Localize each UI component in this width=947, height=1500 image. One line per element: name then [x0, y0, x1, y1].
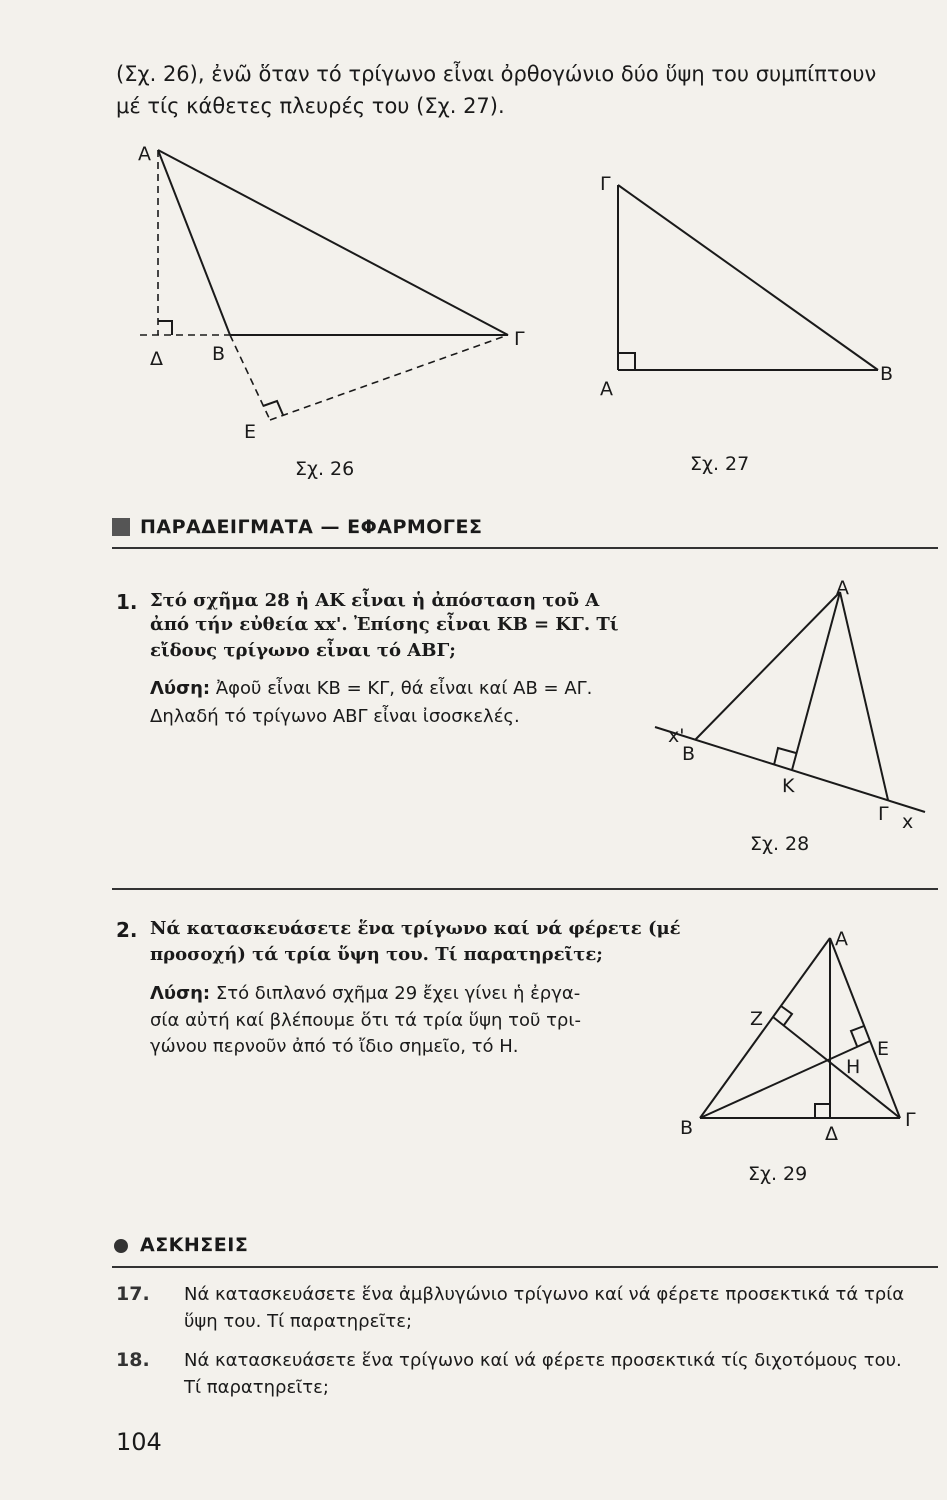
label-a: Α: [836, 577, 849, 599]
side-gb: [618, 185, 878, 370]
altitude-be: [700, 1041, 870, 1118]
label-z: Ζ: [750, 1008, 764, 1030]
label-k: Κ: [782, 775, 795, 797]
example-2-question-line: προσοχή) τά τρία ὕψη του. Τί παρατηρεῖτε;: [150, 944, 603, 965]
example-2-question-line: Νά κατασκευάσετε ἕνα τρίγωνο καί νά φέρετε (μέ: [150, 918, 681, 939]
label-g: Γ: [905, 1109, 916, 1131]
exercise-17-line: ὕψη του. Τί παρατηρεῖτε;: [184, 1311, 413, 1332]
solution-label: Λύση:: [150, 983, 211, 1004]
label-e: Ε: [877, 1038, 890, 1060]
label-a: Α: [600, 378, 613, 400]
figure-28: [640, 572, 940, 862]
examples-section-title: ΠΑΡΑΔΕΙΓΜΑΤΑ — ΕΦΑΡΜΟΓΕΣ: [140, 516, 483, 538]
label-d: Δ: [825, 1123, 838, 1145]
right-angle-e: [851, 1026, 864, 1046]
example-2-number: 2.: [116, 918, 138, 942]
right-angle-d: [158, 321, 172, 335]
exercise-17-number: 17.: [116, 1283, 150, 1305]
label-b: Β: [212, 343, 226, 365]
example-1-question-line: εἴδους τρίγωνο εἶναι τό ΑΒΓ;: [150, 640, 456, 661]
segment-ak: [792, 592, 840, 770]
label-d: Δ: [150, 348, 163, 370]
side-ab: [695, 592, 840, 740]
figure-29-caption: Σχ. 29: [748, 1163, 808, 1185]
label-e: Ε: [244, 421, 257, 443]
solution-label: Λύση:: [150, 678, 211, 699]
example-1-number: 1.: [116, 590, 138, 614]
figure-28-caption: Σχ. 28: [750, 833, 810, 855]
side-ab: [700, 938, 830, 1118]
example-1-solution-line: [150, 678, 592, 699]
solution-text: Στό διπλανό σχῆμα 29 ἔχει γίνει ἡ ἐργα-: [215, 983, 581, 1004]
exercise-18-line: Τί παρατηρεῖτε;: [184, 1377, 329, 1398]
example-1-question-line: Στό σχῆμα 28 ἡ ΑΚ εἶναι ἡ ἀπόσταση τοῦ Α: [150, 590, 600, 611]
label-a: Α: [138, 143, 151, 165]
right-angle-a: [618, 353, 635, 370]
label-x: x: [902, 811, 914, 833]
exercise-18-number: 18.: [116, 1349, 150, 1371]
example-1-question-line: ἀπό τήν εὐθεία xx'. Ἐπίσης εἶναι ΚΒ = ΚΓ. Τί: [150, 614, 619, 635]
right-angle-d: [815, 1104, 830, 1118]
example-1-solution-line: Δηλαδή τό τρίγωνο ΑΒΓ εἶναι ἰσοσκελές.: [150, 706, 520, 727]
figure-29: [670, 920, 940, 1195]
label-a: Α: [835, 928, 848, 950]
section-bullet-dot: [114, 1239, 128, 1253]
section-bullet-square: [112, 518, 130, 536]
page-number: 104: [116, 1428, 162, 1456]
figure-26: [100, 130, 560, 490]
altitude-ge-ext: [230, 335, 270, 420]
exercise-17-line: Νά κατασκευάσετε ἕνα ἀμβλυγώνιο τρίγωνο καί νά φέρετε προσεκτικά τά τρία: [184, 1284, 905, 1305]
label-b: Β: [682, 743, 696, 765]
exercises-section-title: ΑΣΚΗΣΕΙΣ: [140, 1234, 249, 1256]
label-h: Η: [846, 1056, 861, 1078]
right-angle-z: [781, 1006, 792, 1025]
label-b: Β: [880, 363, 894, 385]
example-2-solution-line: γώνου περνοῦν ἀπό τό ἴδιο σημεῖο, τό Η.: [150, 1036, 519, 1057]
figure-26-caption: Σχ. 26: [295, 458, 355, 480]
section-rule: [112, 547, 938, 549]
solution-text: Ἀφοῦ εἶναι ΚΒ = ΚΓ, θά εἶναι καί ΑΒ = ΑΓ.: [215, 678, 593, 699]
altitude-ge: [270, 335, 508, 420]
side-ab: [158, 150, 230, 335]
example-2-solution-line: σία αὐτή καί βλέπουμε ὅτι τά τρία ὕψη τοῦ τρι-: [150, 1010, 581, 1031]
example-divider: [112, 888, 938, 890]
exercise-18-line: Νά κατασκευάσετε ἕνα τρίγωνο καί νά φέρετε προσεκτικά τίς διχοτόμους του.: [184, 1350, 902, 1371]
label-b: Β: [680, 1117, 694, 1139]
label-g: Γ: [600, 173, 611, 195]
intro-line-1: (Σχ. 26), ἐνῶ ὅταν τό τρίγωνο εἶναι ὀρθογώνιο δύο ὕψη του συμπίπτουν: [116, 62, 877, 86]
intro-line-2: μέ τίς κάθετες πλευρές του (Σχ. 27).: [116, 94, 505, 118]
side-ag: [840, 592, 888, 800]
figure-27-caption: Σχ. 27: [690, 453, 750, 475]
side-ag: [158, 150, 508, 335]
example-2-solution-line: [150, 983, 580, 1004]
section-rule: [112, 1266, 938, 1268]
right-angle-k: [774, 748, 796, 765]
label-g: Γ: [878, 803, 889, 825]
figure-27: [590, 165, 910, 485]
label-x-prime: x': [668, 725, 685, 747]
label-g: Γ: [514, 328, 525, 350]
